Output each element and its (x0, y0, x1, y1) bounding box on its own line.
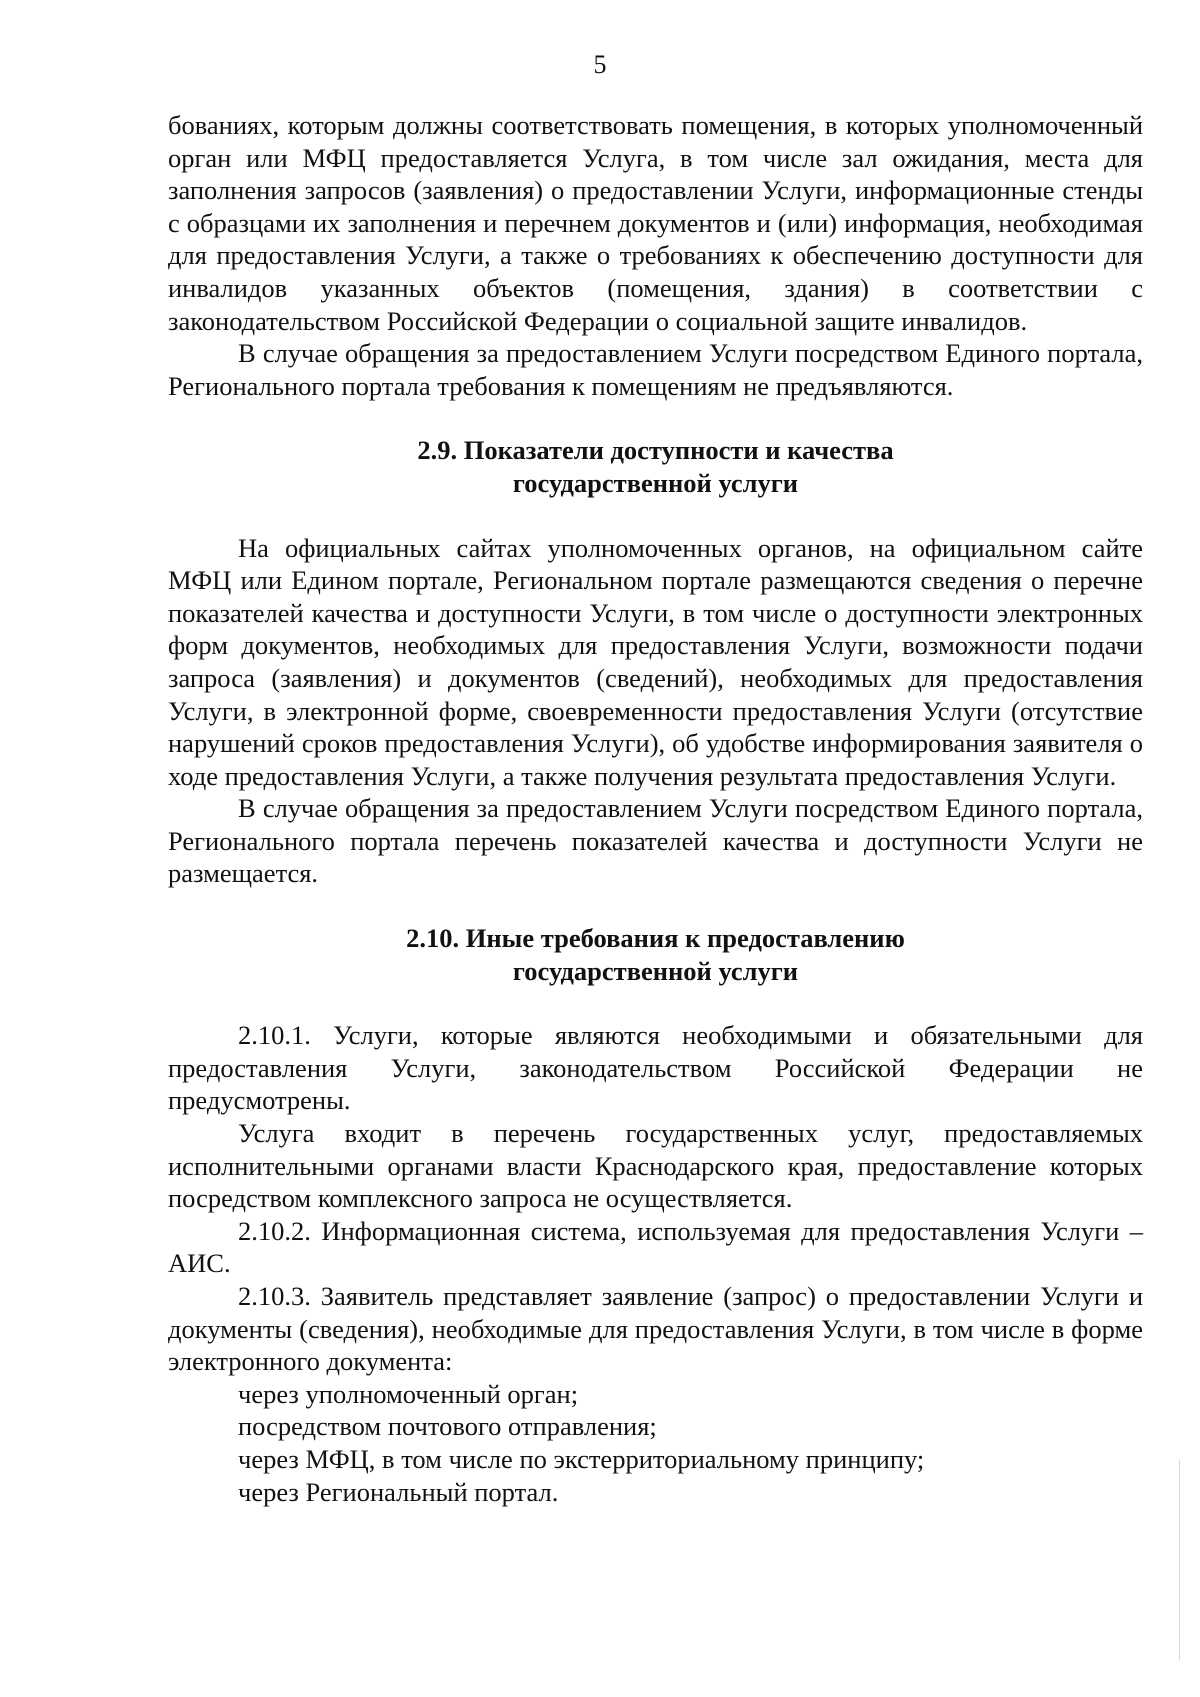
section-2-9-heading-line-1: 2.9. Показатели доступности и качества (417, 435, 894, 466)
list-item: посредством почтового отправления; (238, 1411, 657, 1442)
section-2-10-heading-line-2: государственной услуги (512, 955, 799, 986)
page-body (168, 109, 1143, 1508)
section-2-9-paragraph-2: В случае обращения за предоставлением Услуги посредством Единого портала, Регионального портала перечень показателей качества и доступности Услуги не размещается. (168, 793, 1143, 889)
section-2-9-heading (168, 434, 1143, 499)
list-item: через Региональный портал. (238, 1476, 559, 1507)
scan-edge-mark (1179, 1460, 1180, 1660)
clause-2-10-3: 2.10.3. Заявитель представляет заявление (запрос) о предоставлении Услуги и документы (сведения), необходимые для предоставления Услуги, в том числе в форме электронного документа: (168, 1281, 1143, 1377)
clause-2-10-1-note: Услуга входит в перечень государственных услуг, предоставляемых исполнительными органами власти Краснодарского края, предоставление которых посредством комплексного запроса не осуществляется. (168, 1118, 1143, 1214)
clause-2-10-2: 2.10.2. Информационная система, используемая для предоставления Услуги – АИС. (168, 1215, 1143, 1279)
clause-2-10-1: 2.10.1. Услуги, которые являются необходимыми и обязательными для предоставления Услуги, законодательством Российской Федерации не предусмотрены. (168, 1020, 1143, 1116)
page-number: 5 (593, 50, 607, 79)
submission-methods-list (168, 1378, 1143, 1508)
section-2-9-paragraph-1: На официальных сайтах уполномоченных органов, на официальном сайте МФЦ или Едином портале, Региональном портале размещаются сведения о перечне показателей качества и доступности Услуги, в том числе о доступности электронных форм документов, необходимых для предоставления Услуги, возможности подачи запроса (заявления) и документов (сведений), необходимых для предоставления Услуги, в электронной форме, своевременности предоставления Услуги (отсутствие нарушений сроков предоставления Услуги), об удобстве информирования заявителя о ходе предоставления Услуги, а также получения результата предоставления Услуги. (168, 532, 1143, 791)
section-2-10-heading-line-1: 2.10. Иные требования к предоставлению (406, 923, 905, 954)
list-item: через уполномоченный орган; (238, 1378, 579, 1409)
intro-portal-paragraph: В случае обращения за предоставлением Услуги посредством Единого портала, Регионального портала требования к помещениям не предъявляются. (168, 338, 1143, 401)
section-2-10-heading (168, 922, 1143, 987)
section-2-9-heading-line-2: государственной услуги (512, 467, 799, 498)
list-item: через МФЦ, в том числе по экстерриториальному принципу; (238, 1443, 925, 1474)
intro-paragraph: бованиях, которым должны соответствовать помещения, в которых уполномоченный орган или МФЦ предоставляется Услуга, в том числе зал ожидания, места для заполнения запросов (заявления) о предоставлении Услуги, информационные стенды с образцами их заполнения и перечнем документов и (или) информация, необходимая для предоставления Услуги, а также о требованиях к обеспечению доступности для инвалидов указанных объектов (помещения, здания) в соответствии с законодательством Российской Федерации о социальной защите инвалидов. (168, 110, 1143, 336)
